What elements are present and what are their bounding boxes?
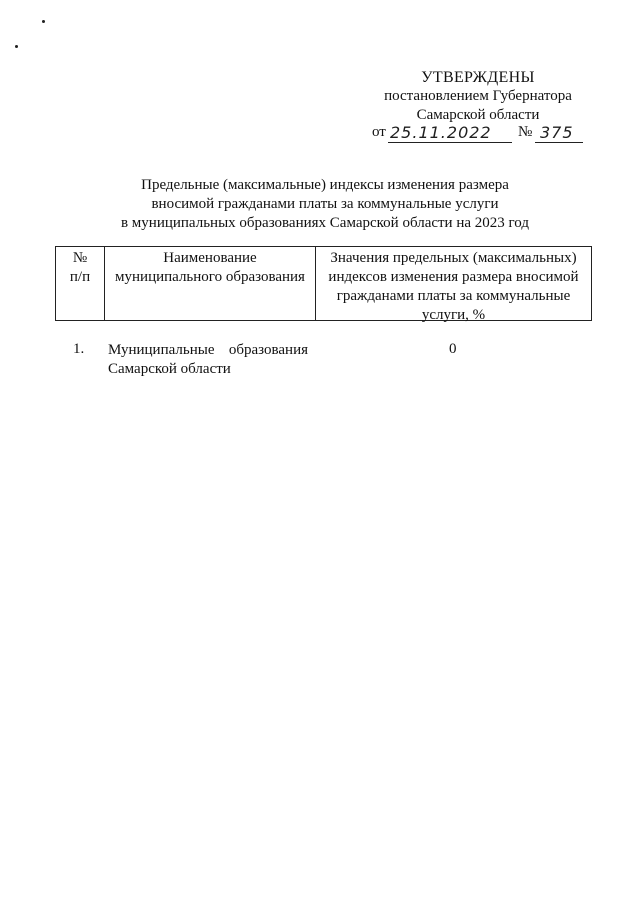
scan-speck xyxy=(42,20,45,23)
approval-heading: УТВЕРЖДЕНЫ xyxy=(421,69,535,86)
header-value xyxy=(316,249,591,325)
title-line: в муниципальных образованиях Самарской области на 2023 год xyxy=(120,215,530,231)
header-value-line: индексов изменения размера вносимой xyxy=(328,269,579,285)
approval-block xyxy=(360,68,596,125)
decree-date: 25.11.2022 xyxy=(390,123,492,142)
row-name-line: Муниципальные образования xyxy=(108,342,308,358)
title-line: Предельные (максимальные) индексы изменения размера xyxy=(141,177,509,193)
header-value-line: услуги, % xyxy=(421,307,486,323)
scan-speck xyxy=(15,45,18,48)
number-underline xyxy=(535,142,583,143)
approval-line: постановлением Губернатора xyxy=(384,88,572,104)
row-value: 0 xyxy=(449,341,457,357)
header-number-line: п/п xyxy=(69,269,91,285)
header-name-line: муниципального образования xyxy=(115,269,305,285)
table-header xyxy=(55,246,592,321)
header-name xyxy=(105,249,315,287)
row-number: 1. xyxy=(73,341,85,357)
title-line: вносимой гражданами платы за коммунальные услуги xyxy=(151,196,499,212)
header-number xyxy=(56,249,104,287)
decree-number: 375 xyxy=(540,123,574,142)
decree-from-label: от xyxy=(372,124,386,140)
row-name-line: Самарской области xyxy=(108,361,231,377)
approval-line: Самарской области xyxy=(416,107,540,123)
document-title xyxy=(100,176,550,233)
decree-number-label: № xyxy=(518,124,533,140)
header-value-line: Значения предельных (максимальных) xyxy=(330,250,577,266)
date-underline xyxy=(388,142,512,143)
header-value-line: гражданами платы за коммунальные xyxy=(336,288,571,304)
row-municipality-name xyxy=(108,341,308,379)
header-number-line: № xyxy=(72,250,88,266)
header-name-line: Наименование xyxy=(163,250,257,266)
